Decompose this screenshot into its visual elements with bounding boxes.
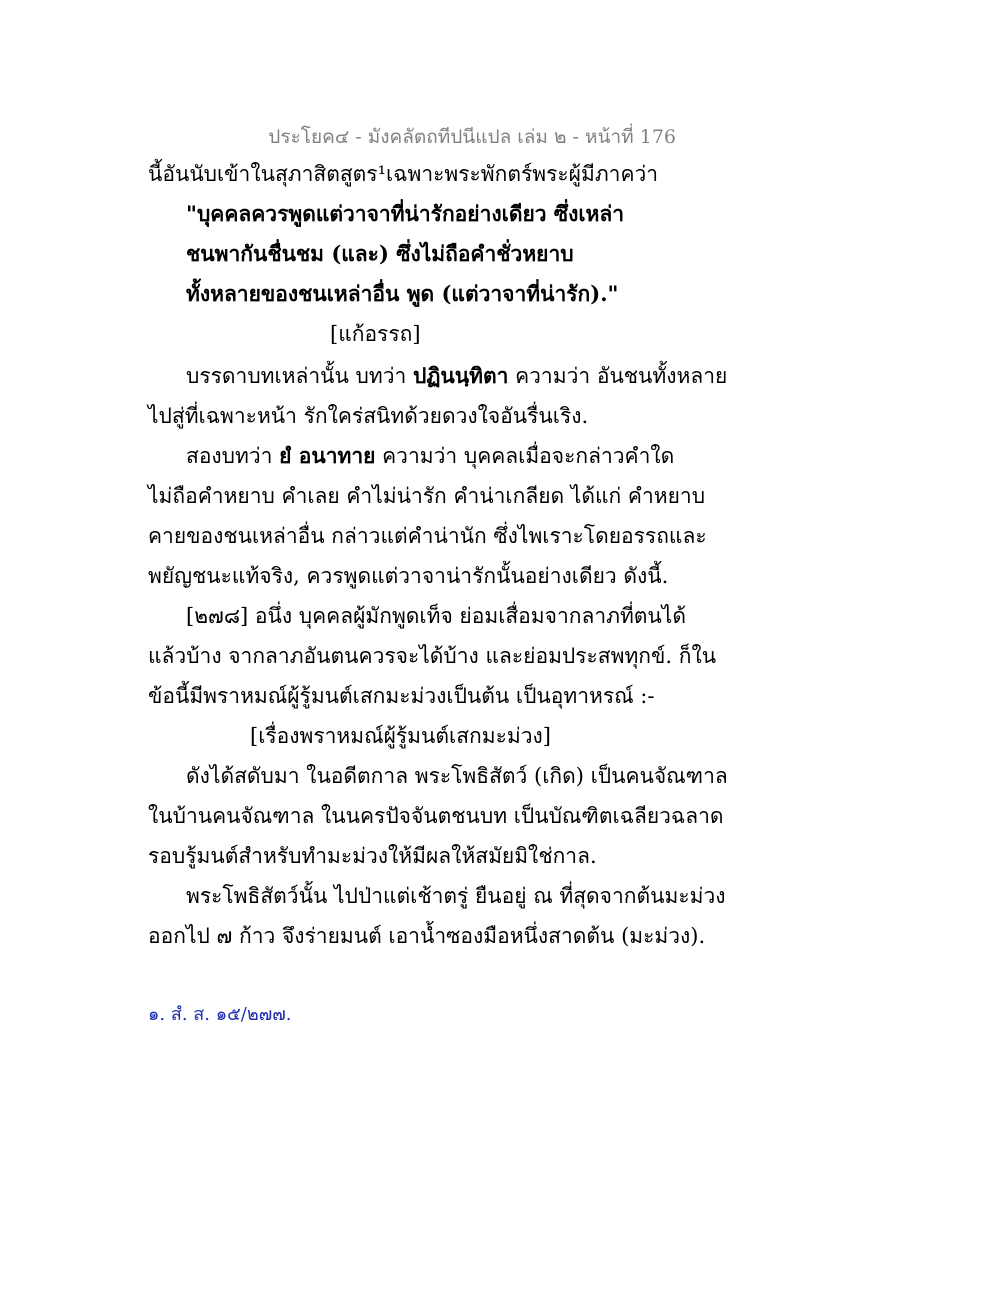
body-line: ไปสู่ที่เฉพาะหน้า รักใคร่สนิทด้วยดวงใจอันรื่นเริง. [148, 404, 589, 428]
pali-term: ปฏินนฺทิตา [413, 363, 509, 388]
pali-term: ยํ อนาทาย [279, 443, 376, 468]
body-line [186, 362, 727, 390]
body-line: [๒๗๘] อนึ่ง บุคคลผู้มักพูดเท็จ ย่อมเสื่อมจากลาภที่ตนได้ [186, 604, 686, 628]
body-line: ข้อนี้มีพราหมณ์ผู้รู้มนต์เสกมะม่วงเป็นต้น เป็นอุทาหรณ์ :- [148, 684, 655, 708]
body-line: นี้อันนับเข้าในสุภาสิตสูตร¹เฉพาะพระพักตร์พระผู้มีภาคว่า [148, 162, 659, 186]
body-line: คายของชนเหล่าอื่น กล่าวแต่คำน่านัก ซึ่งไพเราะโดยอรรถและ [148, 524, 707, 548]
section-heading: [แก้อรรถ] [330, 322, 421, 346]
body-line: ในบ้านคนจัณฑาล ในนครปัจจันตชนบท เป็นบัณฑิตเฉลียวฉลาด [148, 804, 724, 828]
story-title: [เรื่องพราหมณ์ผู้รู้มนต์เสกมะม่วง] [250, 724, 551, 748]
body-line: พระโพธิสัตว์นั้น ไปป่าแต่เช้าตรู่ ยืนอยู่ ณ ที่สุดจากต้นมะม่วง [186, 884, 726, 908]
body-line: พยัญชนะแท้จริง, ควรพูดแต่วาจาน่ารักนั้นอย่างเดียว ดังนี้. [148, 564, 669, 588]
body-line: รอบรู้มนต์สำหรับทำมะม่วงให้มีผลให้สมัยมิใช่กาล. [148, 844, 597, 868]
body-line: ดังได้สดับมา ในอดีตกาล พระโพธิสัตว์ (เกิด) เป็นคนจัณฑาล [186, 764, 728, 788]
body-line: แล้วบ้าง จากลาภอันตนควรจะได้บ้าง และย่อมประสพทุกข์. ก็ใน [148, 644, 717, 668]
body-text: ความว่า บุคคลเมื่อจะกล่าวคำใด [375, 444, 675, 468]
body-line [186, 442, 674, 470]
quote-line: ทั้งหลายของชนเหล่าอื่น พูด (แต่วาจาที่น่ารัก)." [186, 281, 619, 306]
quote-line: "บุคคลควรพูดแต่วาจาที่น่ารักอย่างเดียว ซึ่งเหล่า [186, 201, 625, 226]
body-text: ความว่า อันชนทั้งหลาย [508, 364, 728, 388]
body-text: บรรดาบทเหล่านั้น บทว่า [186, 364, 413, 388]
footnote: ๑. สํ. ส. ๑๕/๒๗๗. [148, 1004, 292, 1025]
body-line: ไม่ถือคำหยาบ คำเลย คำไม่น่ารัก คำน่าเกลียด ได้แก่ คำหยาบ [148, 484, 706, 508]
page-header: ประโยค๔ - มังคลัตถทีปนีแปล เล่ม ๒ - หน้าที่ 176 [268, 126, 676, 148]
body-text: สองบทว่า [186, 444, 280, 468]
quote-line: ชนพากันชื่นชม (และ) ซึ่งไม่ถือคำชั่วหยาบ [186, 241, 574, 266]
body-line: ออกไป ๗ ก้าว จึงร่ายมนต์ เอาน้ำซองมือหนึ่งสาดต้น (มะม่วง). [148, 924, 706, 948]
